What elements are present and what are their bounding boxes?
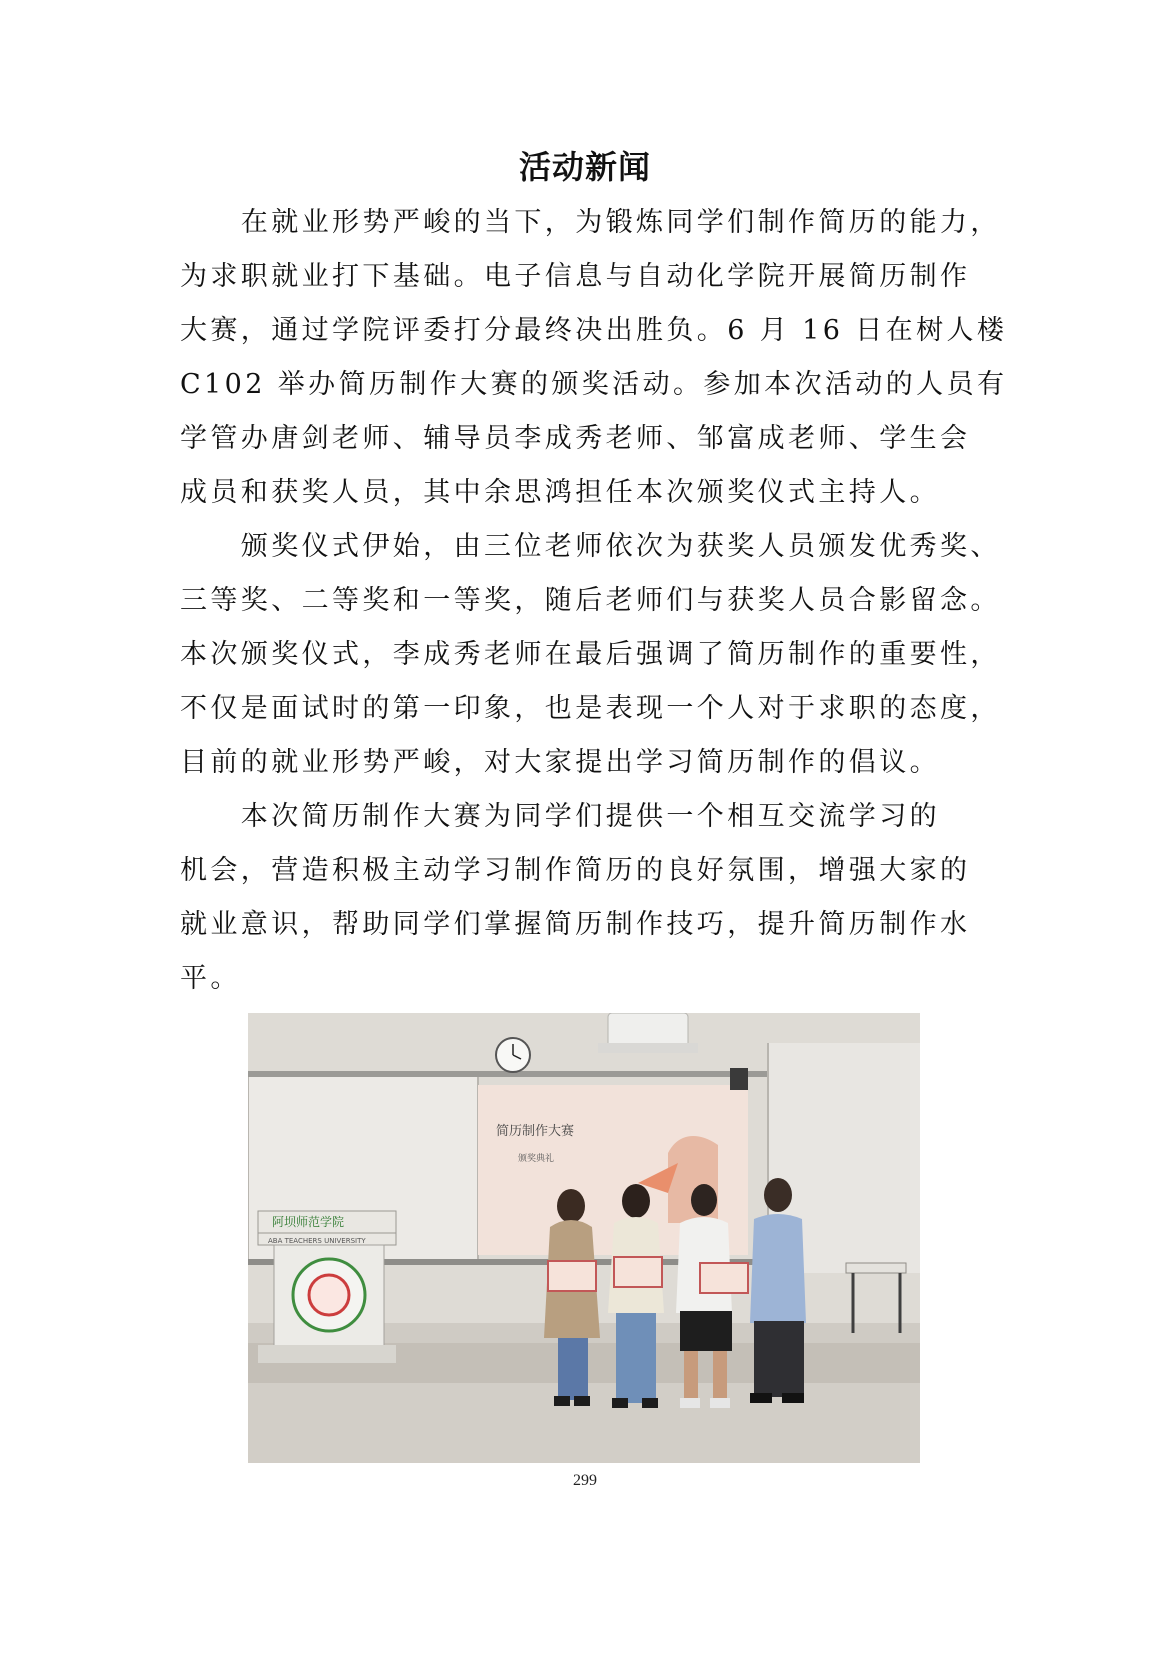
page-title: 活动新闻 — [518, 148, 651, 186]
text-line: 大赛，通过学院评委打分最终决出胜负。6 月 16 日在树人楼 — [180, 315, 1008, 346]
text-line: 在就业形势严峻的当下，为锻炼同学们制作简历的能力， — [180, 207, 1001, 238]
text-line: 颁奖仪式伊始，由三位老师依次为获奖人员颁发优秀奖、 — [180, 531, 1001, 562]
podium-name-en: ABA TEACHERS UNIVERSITY — [268, 1237, 366, 1245]
text-line: 目前的就业形势严峻，对大家提出学习简历制作的倡议。 — [180, 747, 940, 778]
event-photo — [248, 1013, 920, 1463]
page-number: 299 — [573, 1472, 597, 1489]
text-line: 成员和获奖人员，其中余思鸿担任本次颁奖仪式主持人。 — [180, 477, 940, 508]
text-line: 本次颁奖仪式，李成秀老师在最后强调了简历制作的重要性， — [180, 639, 1001, 670]
podium-name-cn: 阿坝师范学院 — [272, 1215, 345, 1229]
text-line: C102 举办简历制作大赛的颁奖活动。参加本次活动的人员有 — [180, 369, 1008, 400]
screen-title: 简历制作大赛 — [496, 1124, 575, 1139]
text-line: 不仅是面试时的第一印象，也是表现一个人对于求职的态度， — [180, 693, 1001, 724]
text-line: 平。 — [180, 963, 241, 994]
screen-subtitle: 颁奖典礼 — [518, 1154, 555, 1164]
text-line: 就业意识，帮助同学们掌握简历制作技巧，提升简历制作水 — [180, 909, 971, 940]
text-line: 为求职就业打下基础。电子信息与自动化学院开展简历制作 — [180, 261, 971, 292]
text-line: 本次简历制作大赛为同学们提供一个相互交流学习的 — [180, 801, 940, 832]
text-line: 三等奖、二等奖和一等奖，随后老师们与获奖人员合影留念。 — [180, 585, 1001, 616]
text-line: 学管办唐剑老师、辅导员李成秀老师、邹富成老师、学生会 — [180, 423, 971, 454]
text-line: 机会，营造积极主动学习制作简历的良好氛围，增强大家的 — [180, 855, 971, 886]
